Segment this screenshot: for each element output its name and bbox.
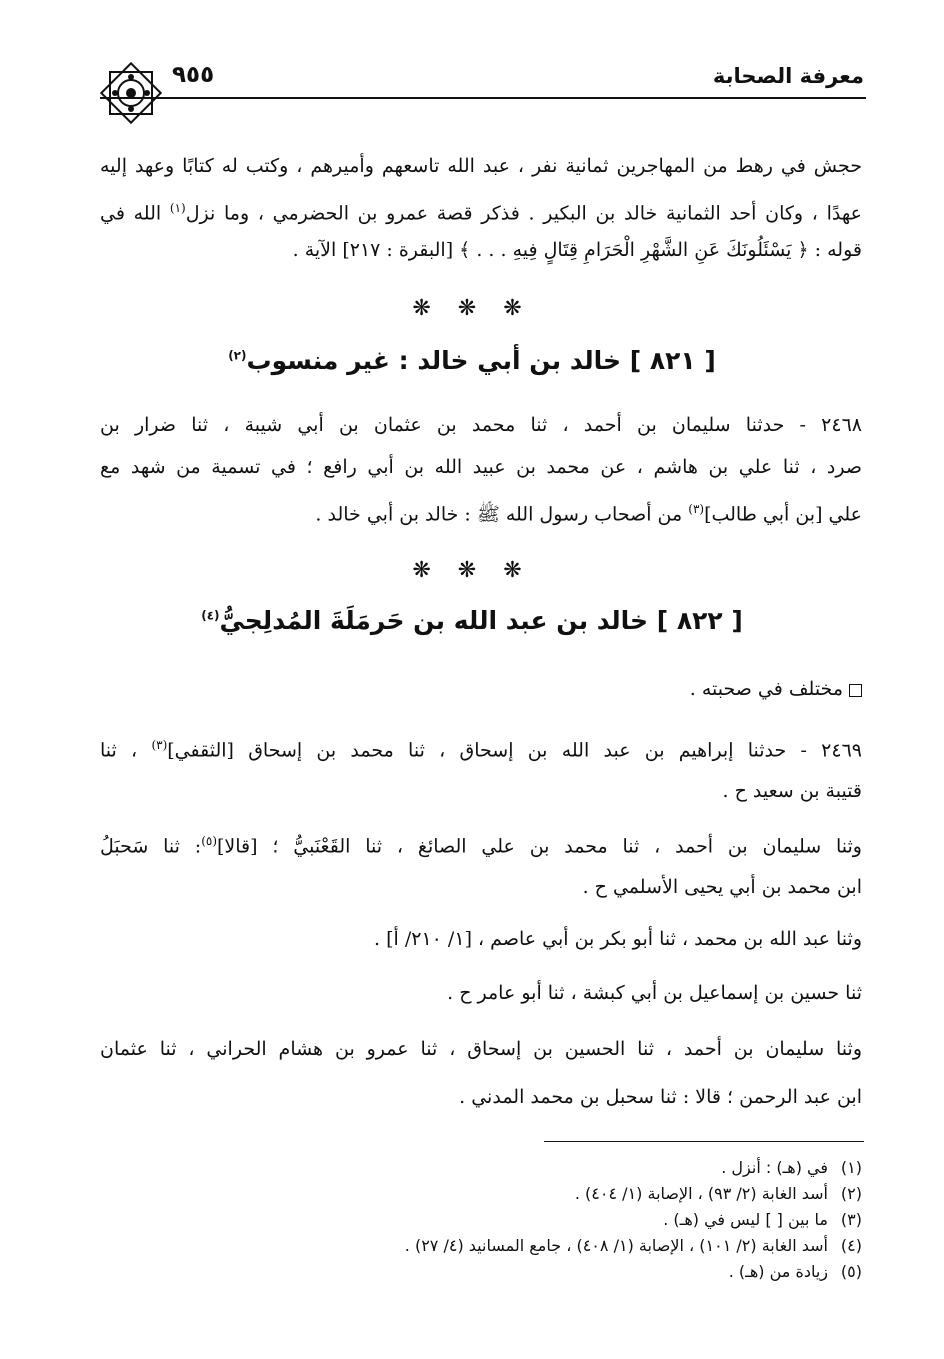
footnote-ref: (٣) <box>151 738 168 752</box>
footnote-ref: (٣) <box>688 502 705 516</box>
footnote-text: أسد الغابة (٢/ ١٠١) ، الإصابة (١/ ٤٠٨) ، جامع المسانيد (٤/ ٢٧) . <box>404 1236 828 1255</box>
text-line: ابن محمد بن أبي يحيى الأسلمي ح . <box>582 876 862 898</box>
text-line: قوله : ﴿ يَسْئَلُونَكَ عَنِ الشَّهْرِ الْحَرَامِ قِتَالٍ فِيهِ . . . ﴾ [البقرة : ٢١٧] الآية . <box>292 239 862 261</box>
entry-heading-821 <box>0 346 944 375</box>
text-line: ابن عبد الرحمن ؛ قالا : ثنا سحبل بن محمد المدني . <box>459 1086 862 1108</box>
text-segment: ٢٤٦٩ - حدثنا إبراهيم بن عبد الله بن إسحاق ، ثنا محمد بن إسحاق [الثقفي] <box>167 739 862 762</box>
text-line <box>100 668 862 710</box>
text-segment: ، ثنا <box>100 739 152 762</box>
footnote-rule <box>544 1141 864 1142</box>
footnote-number: (٥) <box>840 1262 862 1281</box>
section-separator: ❋ ❋ ❋ <box>412 558 532 583</box>
text-line: حجش في رهط من المهاجرين ثمانية نفر ، عبد الله تاسعهم وأميرهم ، وكتب له كتابًا وعهد إليه <box>100 155 862 177</box>
entry-822-note <box>100 668 862 710</box>
footnote-number: (١) <box>840 1158 862 1177</box>
footnote <box>100 1207 862 1233</box>
footnote <box>100 1259 862 1285</box>
footnotes <box>100 1155 862 1285</box>
footnote <box>100 1155 862 1181</box>
text-segment: علي [بن أبي طالب] <box>704 503 862 526</box>
header-rule <box>100 97 866 99</box>
text-line: ثنا حسين بن إسماعيل بن أبي كبشة ، ثنا أبو عامر ح . <box>447 982 862 1004</box>
text-line: ٢٤٦٨ - حدثنا سليمان بن أحمد ، ثنا محمد بن عثمان بن أبي شيبة ، ثنا ضرار بن <box>100 414 862 436</box>
text-line <box>100 488 862 530</box>
footnote-text: زيادة من (هـ) . <box>728 1262 828 1281</box>
footnote-number: (٢) <box>840 1184 862 1203</box>
footnote-number: (٣) <box>840 1210 862 1229</box>
entry-822-text <box>100 722 862 1120</box>
text-segment: وثنا سليمان بن أحمد ، ثنا محمد بن علي الصائغ ، ثنا القَعْنَبيُّ ؛ [قالا] <box>217 835 862 858</box>
footnote-text: في (هـ) : أنزل . <box>721 1158 828 1177</box>
note-text: مختلف في صحبته . <box>689 678 843 700</box>
square-marker-icon <box>849 684 862 697</box>
footnote <box>100 1233 862 1259</box>
text-segment: الله في <box>100 202 162 225</box>
entry-heading-822 <box>0 606 944 635</box>
footnote-ref: (٤) <box>201 608 220 623</box>
footnote <box>100 1181 862 1207</box>
text-segment: : ثنا سَحبَلُ <box>100 835 202 858</box>
section-separator: ❋ ❋ ❋ <box>412 296 532 321</box>
footnote-ref: (٢) <box>228 348 247 363</box>
heading-text: [ ٨٢٢ ] خالد بن عبد الله بن حَرمَلَةَ المُدلِجيُّ <box>219 606 743 635</box>
footnote-ref: (١) <box>169 201 186 215</box>
entry-821-text <box>100 404 862 530</box>
text-line <box>100 187 862 229</box>
page-number: ٩٥٥ <box>172 62 215 88</box>
text-segment: من أصحاب رسول الله ﷺ : خالد بن أبي خالد . <box>315 503 683 526</box>
footnote-text: ما بين [ ] ليس في (هـ) . <box>663 1210 828 1229</box>
page-ornament-icon <box>96 58 166 128</box>
text-line: قتيبة بن سعيد ح . <box>722 780 862 802</box>
text-segment: عهدًا ، وكان أحد الثمانية خالد بن البكير . فذكر قصة عمرو بن الحضرمي ، وما نزل <box>185 202 862 225</box>
text-line <box>100 818 862 864</box>
footnote-text: أسد الغابة (٢/ ٩٣) ، الإصابة (١/ ٤٠٤) . <box>574 1184 828 1203</box>
footnote-number: (٤) <box>840 1236 862 1255</box>
running-title: معرفة الصحابة <box>712 64 864 88</box>
text-line: صرد ، ثنا علي بن هاشم ، عن محمد بن عبيد الله بن أبي رافع ؛ في تسمية من شهد مع <box>100 456 862 478</box>
intro-paragraph <box>100 145 862 271</box>
text-line: وثنا عبد الله بن محمد ، ثنا أبو بكر بن أبي عاصم ، [١/ ٢١٠/ أ] . <box>374 928 862 950</box>
heading-text: [ ٨٢١ ] خالد بن أبي خالد : غير منسوب <box>246 346 716 375</box>
text-line <box>100 722 862 768</box>
footnote-ref: (٥) <box>201 834 218 848</box>
text-line: وثنا سليمان بن أحمد ، ثنا الحسين بن إسحاق ، ثنا عمرو بن هشام الحراني ، ثنا عثمان <box>100 1038 862 1060</box>
